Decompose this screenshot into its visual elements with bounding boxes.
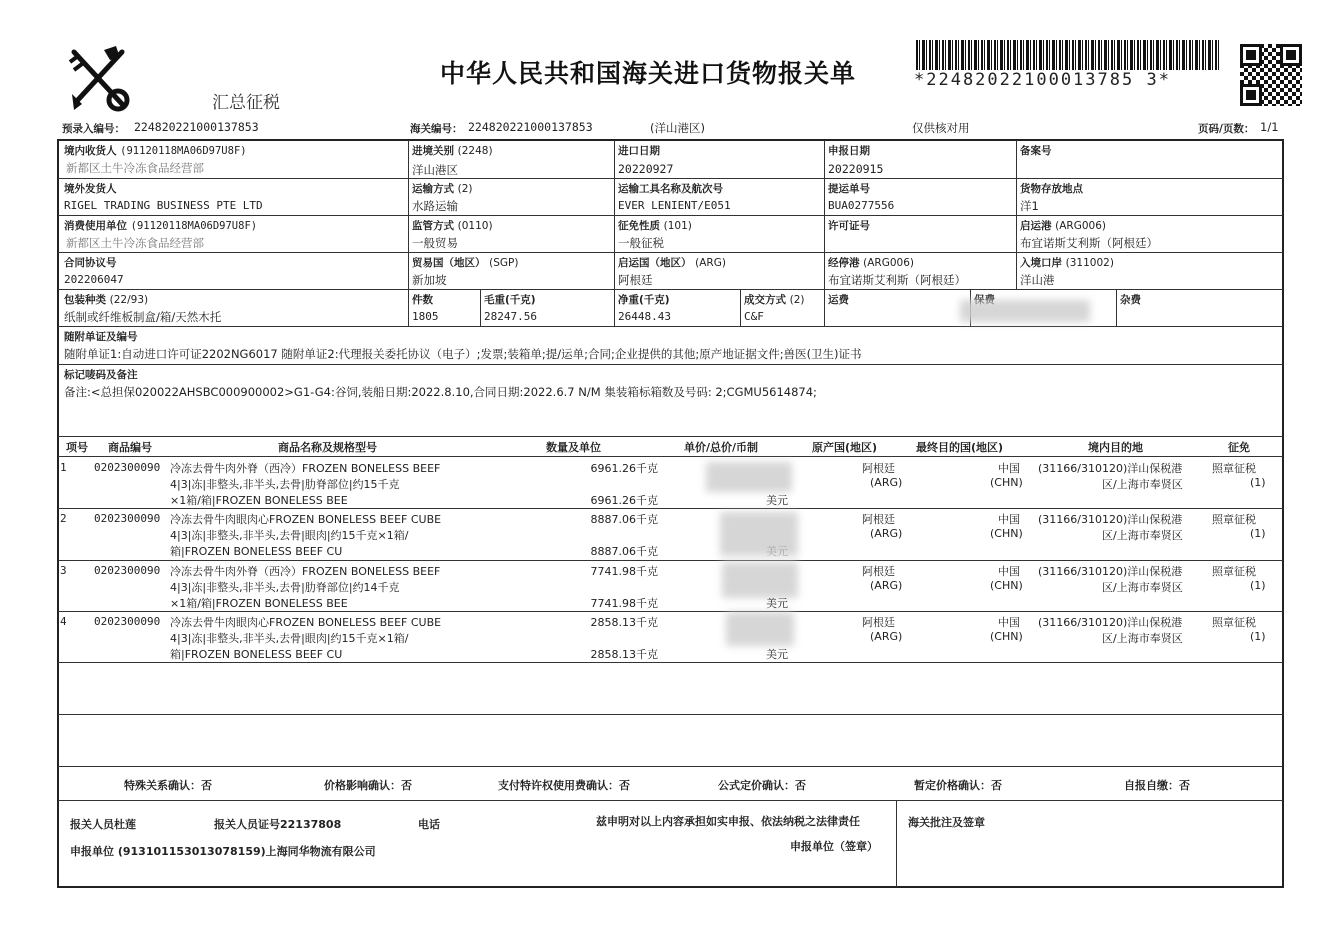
gross-weight-value: 28247.56 <box>484 310 537 323</box>
contract-value: 202206047 <box>64 273 124 286</box>
item-origin: 阿根廷 <box>862 616 895 629</box>
item-currency: 美元 <box>766 545 788 558</box>
consumer-label: 消费使用单位 (91120118MA06D97U8F) <box>64 220 258 232</box>
item-name-line1: 冷冻去骨牛肉外脊（西冷）FROZEN BONELESS BEEF <box>170 565 441 578</box>
customs-number-label: 海关编号： <box>410 123 463 135</box>
package-label: 包装种类 (22/93) <box>64 294 149 306</box>
bill-of-lading-value: BUA0277556 <box>828 199 895 212</box>
items-header-no: 项号 <box>66 441 88 454</box>
redacted-area <box>706 462 792 492</box>
item-dest-code: (CHN) <box>990 579 1023 592</box>
vessel-label: 运输工具名称及航次号 <box>618 183 723 195</box>
depart-port-value: 布宜诺斯艾利斯（阿根廷） <box>1020 236 1158 250</box>
legal-statement: 兹申明对以上内容承担如实申报、依法纳税之法律责任 <box>596 815 860 828</box>
redacted-area <box>722 562 798 598</box>
marks-value: 备注:<总担保020022AHSBC000900002>G1-G4:谷饲,装船日期:2022.8.10,合同日期:2022.6.7 N/M 集装箱标箱数及号码: 2;CGMU5614874; <box>64 385 817 399</box>
bill-of-lading-label: 提运单号 <box>828 183 870 195</box>
trade-country-label: 贸易国（地区） (SGP) <box>412 257 519 269</box>
license-label: 许可证号 <box>828 220 870 232</box>
items-header-dest: 最终目的国(地区) <box>916 441 1004 454</box>
item-levy-code: (1) <box>1250 527 1266 540</box>
item-currency: 美元 <box>766 597 788 610</box>
self-report-confirm: 自报自缴：否 <box>1124 779 1190 792</box>
item-origin-code: (ARG) <box>870 527 903 540</box>
port-name: (洋山港区) <box>650 121 705 135</box>
levy-nature-value: 一般征税 <box>618 236 664 250</box>
item-origin: 阿根廷 <box>862 462 895 475</box>
item-domestic-line2: 区/上海市奉贤区 <box>1102 529 1183 542</box>
item-origin: 阿根廷 <box>862 565 895 578</box>
item-qty: 2858.13千克 <box>590 616 658 629</box>
item-dest: 中国 <box>998 462 1020 475</box>
supervision-value: 一般贸易 <box>412 236 458 250</box>
item-levy: 照章征税 <box>1212 565 1256 578</box>
trade-country-value: 新加坡 <box>412 273 447 287</box>
formula-price-confirm: 公式定价确认：否 <box>718 779 806 792</box>
items-header-code: 商品编号 <box>108 441 152 454</box>
item-origin: 阿根廷 <box>862 513 895 526</box>
entry-customs-value: 洋山港区 <box>412 163 458 177</box>
storage-value: 洋1 <box>1020 199 1039 213</box>
items-header-name: 商品名称及规格型号 <box>278 441 377 454</box>
items-header-qty: 数量及单位 <box>546 441 601 454</box>
item-qty: 8887.06千克 <box>590 513 658 526</box>
misc-fee-label: 杂费 <box>1120 294 1141 306</box>
item-currency: 美元 <box>766 648 788 661</box>
origin-country-label: 启运国（地区） (ARG) <box>618 257 726 269</box>
freight-label: 运费 <box>828 294 849 306</box>
preentry-label: 预录入编号： <box>62 123 125 135</box>
barcode-icon <box>916 40 1221 70</box>
declare-unit-seal: 申报单位（签章） <box>790 840 878 853</box>
document-subtitle: 汇总征税 <box>212 93 280 113</box>
net-weight-label: 净重(千克) <box>618 294 670 306</box>
item-dest: 中国 <box>998 513 1020 526</box>
declarant-cert-number: 报关人员证号22137808 <box>214 818 342 831</box>
item-name-line3: 箱|FROZEN BONELESS BEEF CU <box>170 545 343 558</box>
items-header-price: 单价/总价/币制 <box>684 441 759 454</box>
import-date-label: 进口日期 <box>618 145 660 157</box>
page-label: 页码/页数： <box>1198 123 1255 135</box>
pieces-label: 件数 <box>412 294 433 306</box>
record-number-label: 备案号 <box>1020 145 1052 157</box>
item-levy: 照章征税 <box>1212 462 1256 475</box>
entry-port-value: 洋山港 <box>1020 273 1055 287</box>
transport-mode-label: 运输方式 (2) <box>412 183 473 195</box>
consumer-name: 新都区土牛冷冻食品经营部 <box>66 236 204 250</box>
supervision-label: 监管方式 (0110) <box>412 220 493 232</box>
item-name-line1: 冷冻去骨牛肉眼肉心FROZEN BONELESS BEEF CUBE <box>170 513 442 526</box>
item-qty-total: 6961.26千克 <box>590 494 658 507</box>
document-title: 中华人民共和国海关进口货物报关单 <box>440 59 857 88</box>
item-origin-code: (ARG) <box>870 476 903 489</box>
deal-mode-value: C&F <box>744 310 764 323</box>
gross-weight-label: 毛重(千克) <box>484 294 536 306</box>
item-name-line2: 4|3|冻|非整头,非半头,去骨|肋脊部位|约15千克 <box>170 478 400 491</box>
item-dest-code: (CHN) <box>990 476 1023 489</box>
via-port-value: 布宜诺斯艾利斯（阿根廷） <box>828 273 966 287</box>
item-no: 2 <box>60 512 67 525</box>
transport-mode-value: 水路运输 <box>412 199 458 213</box>
price-influence-confirm: 价格影响确认：否 <box>324 779 412 792</box>
item-domestic-line1: (31166/310120)洋山保税港 <box>1038 462 1183 475</box>
docs-value: 随附单证1:自动进口许可证2202NG6017 随附单证2:代理报关委托协议（电子）;发票;装箱单;提/运单;合同;企业提供的其他;原产地证据文件;兽医(卫生)证书 <box>64 347 862 361</box>
item-dest: 中国 <box>998 616 1020 629</box>
item-qty-total: 7741.98千克 <box>590 597 658 610</box>
storage-label: 货物存放地点 <box>1020 183 1083 195</box>
verify-note: 仅供核对用 <box>912 121 970 135</box>
item-dest-code: (CHN) <box>990 527 1023 540</box>
item-no: 1 <box>60 461 67 474</box>
preentry-number: 224820221000137853 <box>134 120 259 134</box>
item-domestic-line1: (31166/310120)洋山保税港 <box>1038 513 1183 526</box>
item-qty-total: 8887.06千克 <box>590 545 658 558</box>
contract-label: 合同协议号 <box>64 257 117 269</box>
item-levy: 照章征税 <box>1212 616 1256 629</box>
special-relation-confirm: 特殊关系确认：否 <box>124 779 212 792</box>
deal-mode-label: 成交方式 (2) <box>744 294 805 306</box>
item-qty: 6961.26千克 <box>590 462 658 475</box>
declare-date-value: 20220915 <box>828 162 884 176</box>
declarant-name: 报关人员杜莲 <box>70 818 136 831</box>
marks-label: 标记唛码及备注 <box>64 369 138 381</box>
import-date-value: 20220927 <box>618 162 674 176</box>
items-header-levy: 征免 <box>1228 441 1250 454</box>
phone-label: 电话 <box>418 818 440 831</box>
customs-emblem-icon <box>64 42 134 114</box>
via-port-label: 经停港 (ARG006) <box>828 257 915 269</box>
customs-number: 224820221000137853 <box>468 120 593 134</box>
item-name-line1: 冷冻去骨牛肉外脊（西冷）FROZEN BONELESS BEEF <box>170 462 441 475</box>
item-domestic-line1: (31166/310120)洋山保税港 <box>1038 565 1183 578</box>
overseas-consignor-label: 境外发货人 <box>64 183 117 195</box>
items-header-origin: 原产国(地区) <box>812 441 878 454</box>
item-levy: 照章征税 <box>1212 513 1256 526</box>
item-domestic-line2: 区/上海市奉贤区 <box>1102 632 1183 645</box>
item-levy-code: (1) <box>1250 630 1266 643</box>
item-name-line3: ×1箱/箱|FROZEN BONELESS BEE <box>170 494 348 507</box>
item-name-line2: 4|3|冻|非整头,非半头,去骨|肋脊部位|约14千克 <box>170 581 400 594</box>
item-domestic-line1: (31166/310120)洋山保税港 <box>1038 616 1183 629</box>
item-code: 0202300090 <box>94 512 161 525</box>
item-domestic-line2: 区/上海市奉贤区 <box>1102 581 1183 594</box>
consignee-name: 新都区土牛冷冻食品经营部 <box>66 161 204 175</box>
item-qty-total: 2858.13千克 <box>590 648 658 661</box>
overseas-consignor-value: RIGEL TRADING BUSINESS PTE LTD <box>64 199 263 212</box>
levy-nature-label: 征免性质 (101) <box>618 220 692 232</box>
customs-approval: 海关批注及签章 <box>908 816 985 829</box>
item-code: 0202300090 <box>94 615 161 628</box>
qr-code-icon <box>1240 44 1302 106</box>
declare-date-label: 申报日期 <box>828 145 870 157</box>
item-domestic-line2: 区/上海市奉贤区 <box>1102 478 1183 491</box>
item-qty: 7741.98千克 <box>590 565 658 578</box>
consignee-label: 境内收货人 (91120118MA06D97U8F) <box>64 145 247 157</box>
item-name-line2: 4|3|冻|非整头,非半头,去骨|眼肉|约15千克×1箱/ <box>170 529 409 542</box>
item-levy-code: (1) <box>1250 579 1266 592</box>
redacted-area <box>726 612 794 646</box>
entry-customs-label: 进境关别 (2248) <box>412 145 493 157</box>
item-code: 0202300090 <box>94 564 161 577</box>
docs-label: 随附单证及编号 <box>64 331 138 343</box>
item-dest: 中国 <box>998 565 1020 578</box>
barcode-text: *22482022100013785 3* <box>914 70 1171 90</box>
item-levy-code: (1) <box>1250 476 1266 489</box>
item-name-line2: 4|3|冻|非整头,非半头,去骨|眼肉|约15千克×1箱/ <box>170 632 409 645</box>
item-name-line1: 冷冻去骨牛肉眼肉心FROZEN BONELESS BEEF CUBE <box>170 616 442 629</box>
item-no: 3 <box>60 564 67 577</box>
redacted-area <box>960 300 1090 322</box>
declare-unit: 申报单位 (91310115301307815​9)上海同华物流有限公司 <box>70 845 376 858</box>
item-name-line3: ×1箱/箱|FROZEN BONELESS BEE <box>170 597 348 610</box>
origin-country-value: 阿根廷 <box>618 273 653 287</box>
pieces-value: 1805 <box>412 310 439 323</box>
depart-port-label: 启运港 (ARG006) <box>1020 220 1107 232</box>
item-currency: 美元 <box>766 494 788 507</box>
page-value: 1/1 <box>1260 120 1279 134</box>
items-header-domestic: 境内目的地 <box>1088 441 1143 454</box>
net-weight-value: 26448.43 <box>618 310 671 323</box>
item-code: 0202300090 <box>94 461 161 474</box>
item-origin-code: (ARG) <box>870 630 903 643</box>
item-no: 4 <box>60 615 67 628</box>
provisional-price-confirm: 暂定价格确认：否 <box>914 779 1002 792</box>
entry-port-label: 入境口岸 (311002) <box>1020 257 1114 269</box>
item-dest-code: (CHN) <box>990 630 1023 643</box>
vessel-value: EVER LENIENT/E051 <box>618 199 731 212</box>
royalty-confirm: 支付特许权使用费确认：否 <box>498 779 630 792</box>
item-name-line3: 箱|FROZEN BONELESS BEEF CU <box>170 648 343 661</box>
package-value: 纸制或纤维板制盒/箱/天然木托 <box>64 310 222 324</box>
item-origin-code: (ARG) <box>870 579 903 592</box>
